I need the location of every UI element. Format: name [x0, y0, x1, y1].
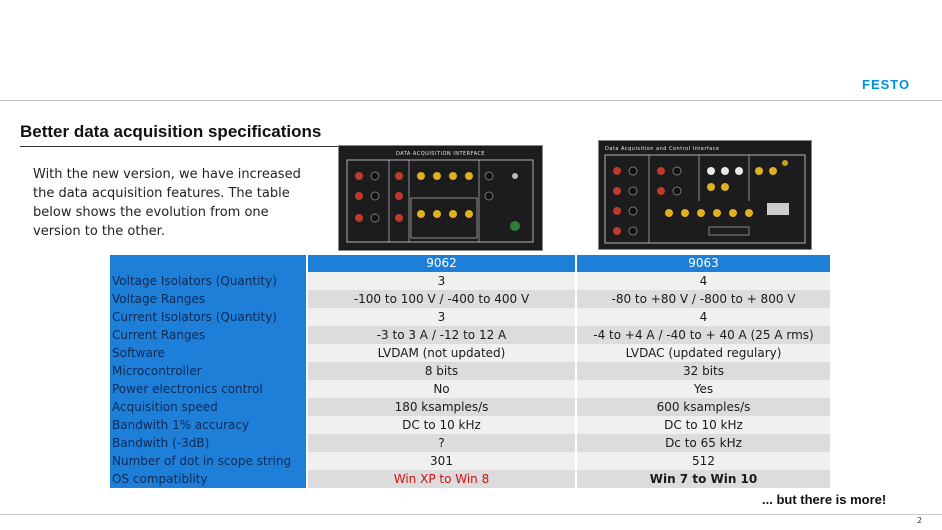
title-underline	[20, 146, 353, 147]
spec-label: Bandwith 1% accuracy	[110, 416, 306, 434]
table-row	[110, 452, 830, 470]
column-header-9062: 9062	[308, 255, 575, 272]
device-9062-label: DATA ACQUISITION INTERFACE	[395, 151, 486, 157]
table-row	[110, 416, 830, 434]
spec-label: Acquisition speed	[110, 398, 306, 416]
table-row	[110, 290, 830, 308]
value-9062: 180 ksamples/s	[308, 398, 575, 416]
value-9063: 4	[577, 308, 830, 326]
value-9062: -100 to 100 V / -400 to 400 V	[308, 290, 575, 308]
page-number: 2	[917, 516, 923, 525]
spec-label: Power electronics control	[110, 380, 306, 398]
table-row	[110, 398, 830, 416]
spec-label: Voltage Ranges	[110, 290, 306, 308]
table-row	[110, 326, 830, 344]
value-9063: LVDAC (updated regulary)	[577, 344, 830, 362]
spec-label: OS compatiblity	[110, 470, 306, 488]
value-9062: LVDAM (not updated)	[308, 344, 575, 362]
value-9062: 3	[308, 308, 575, 326]
value-9062: DC to 10 kHz	[308, 416, 575, 434]
value-9063: 512	[577, 452, 830, 470]
value-9062: 3	[308, 272, 575, 290]
table-row	[110, 362, 830, 380]
value-9063: Win 7 to Win 10	[577, 470, 830, 488]
spec-comparison-table	[110, 255, 830, 488]
value-9063: -4 to +4 A / -40 to + 40 A (25 A rms)	[577, 326, 830, 344]
device-9062-image	[338, 145, 543, 251]
value-9062: Win XP to Win 8	[308, 470, 575, 488]
device-9063-image	[598, 140, 812, 250]
table-row	[110, 434, 830, 452]
value-9062: ?	[308, 434, 575, 452]
table-header-blank	[110, 255, 306, 272]
spec-label: Voltage Isolators (Quantity)	[110, 272, 306, 290]
value-9063: Dc to 65 kHz	[577, 434, 830, 452]
more-note: ... but there is more!	[762, 492, 887, 507]
table-row	[110, 344, 830, 362]
value-9063: 32 bits	[577, 362, 830, 380]
value-9062: -3 to 3 A / -12 to 12 A	[308, 326, 575, 344]
device-9062-panel	[339, 146, 542, 250]
table-row	[110, 470, 830, 488]
value-9062: 301	[308, 452, 575, 470]
value-9063: Yes	[577, 380, 830, 398]
value-9063: 4	[577, 272, 830, 290]
column-header-9063: 9063	[577, 255, 830, 272]
device-9063-panel	[599, 141, 811, 249]
table-header-row	[110, 255, 830, 272]
spec-label: Number of dot in scope string	[110, 452, 306, 470]
spec-label: Current Ranges	[110, 326, 306, 344]
table-row	[110, 272, 830, 290]
festo-logo: FESTO	[862, 77, 911, 92]
spec-label: Bandwith (-3dB)	[110, 434, 306, 452]
bottom-divider	[0, 514, 942, 515]
top-divider	[0, 100, 942, 101]
value-9062: 8 bits	[308, 362, 575, 380]
slide-title: Better data acquisition specifications	[20, 122, 322, 141]
table-row	[110, 308, 830, 326]
spec-label: Current Isolators (Quantity)	[110, 308, 306, 326]
value-9063: 600 ksamples/s	[577, 398, 830, 416]
value-9063: -80 to +80 V / -800 to + 800 V	[577, 290, 830, 308]
intro-text: With the new version, we have increased the data acquisition features. The table below shows the evolution from one version to the other.	[33, 167, 301, 239]
table-row	[110, 380, 830, 398]
value-9062: No	[308, 380, 575, 398]
value-9063: DC to 10 kHz	[577, 416, 830, 434]
spec-label: Software	[110, 344, 306, 362]
spec-label: Microcontroller	[110, 362, 306, 380]
device-9063-label: Data Acquisition and Control Interface	[605, 146, 720, 152]
